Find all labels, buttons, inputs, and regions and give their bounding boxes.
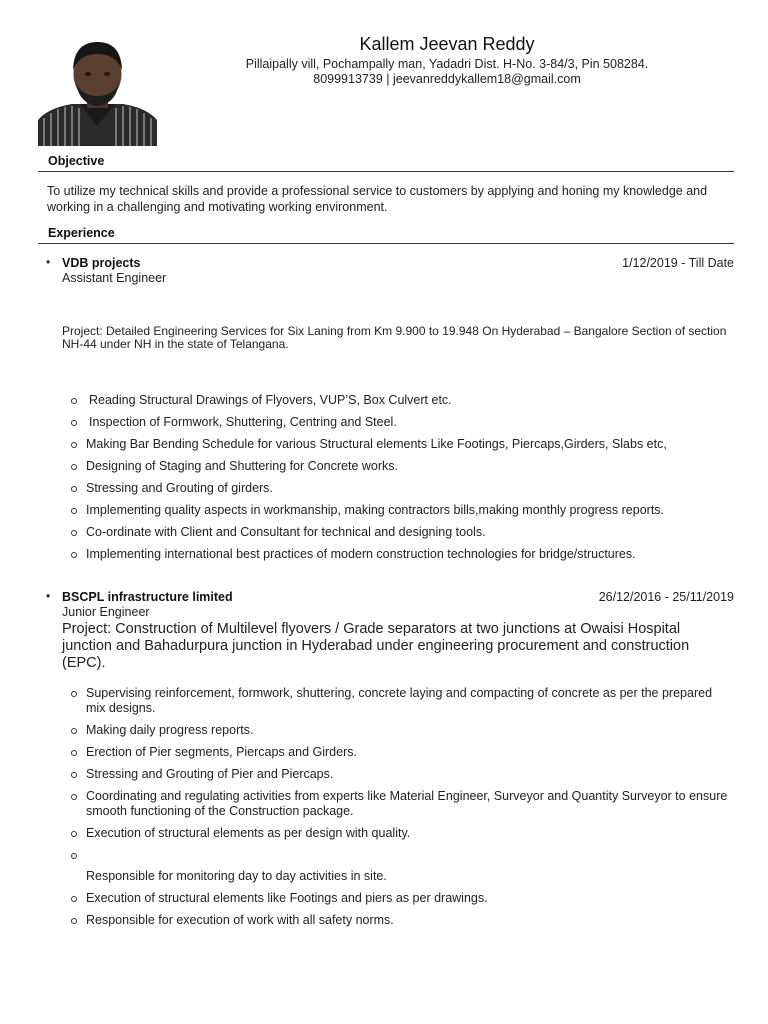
bullet-icon: •	[46, 589, 51, 603]
contact-line: 8099913739 | jeevanreddykallem18@gmail.com	[313, 72, 581, 86]
task-item: Making Bar Bending Schedule for various Structural elements Like Footings, Piercaps,Girders, Slabs etc,	[70, 437, 734, 452]
task-item: Responsible for execution of work with all safety norms.	[70, 913, 734, 928]
experience-divider	[38, 243, 734, 244]
task-item: Coordinating and regulating activities from experts like Material Engineer, Surveyor and Quantity Surveyor to ensure smooth functioning of the Construction package.	[70, 789, 734, 819]
address-line: Pillaipally vill, Pochampally man, Yadadri Dist. H-No. 3-84/3, Pin 508284.	[245, 57, 649, 71]
objective-text: To utilize my technical skills and provide a professional service to customers by applying and honing my knowledge and working in a challenging and motivating working environment.	[47, 184, 708, 214]
job-entry	[38, 590, 734, 620]
job-task-list	[70, 686, 734, 928]
experience-heading: Experience	[48, 226, 115, 240]
task-item: Implementing quality aspects in workmanship, making contractors bills,making monthly progress reports.	[70, 503, 734, 518]
task-item: Making daily progress reports.	[70, 723, 734, 738]
job-project: Project: Detailed Engineering Services for Six Laning from Km 9.900 to 19.948 On Hyderabad – Bangalore Section of section NH-44 under NH in the state of Telangana.	[62, 324, 727, 351]
profile-photo	[38, 38, 157, 146]
task-item: Erection of Pier segments, Piercaps and Girders.	[70, 745, 734, 760]
task-item: Execution of structural elements as per design with quality.	[70, 826, 734, 841]
job-date: 1/12/2019 - Till Date	[622, 256, 734, 270]
task-item: Responsible for monitoring day to day activities in site.	[86, 869, 387, 883]
task-item: Supervising reinforcement, formwork, shuttering, concrete laying and compacting of concrete as per the prepared mix designs.	[70, 686, 734, 716]
job-company: BSCPL infrastructure limited	[62, 590, 233, 604]
bullet-icon: •	[46, 255, 51, 269]
job-project: Project: Construction of Multilevel flyovers / Grade separators at two junctions at Owaisi Hospital junction and Bahadurpura junction in Hyderabad under engineering procurement and construction (EPC).	[62, 621, 690, 671]
task-item: Implementing international best practices of modern construction technologies for bridge/structures.	[70, 547, 734, 562]
job-entry	[38, 256, 734, 286]
task-item: Execution of structural elements like Footings and piers as per drawings.	[70, 891, 734, 906]
task-item: Co-ordinate with Client and Consultant for technical and designing tools.	[70, 525, 734, 540]
task-item: Reading Structural Drawings of Flyovers, VUP’S, Box Culvert etc.	[70, 393, 734, 408]
objective-divider	[38, 171, 734, 172]
job-task-list	[70, 393, 734, 562]
candidate-name: Kallem Jeevan Reddy	[359, 34, 535, 54]
task-item: Inspection of Formwork, Shuttering, Centring and Steel.	[70, 415, 734, 430]
job-date: 26/12/2016 - 25/11/2019	[598, 590, 734, 604]
task-item: Stressing and Grouting of girders.	[70, 481, 734, 496]
job-role: Assistant Engineer	[62, 271, 167, 285]
task-item-empty	[70, 848, 734, 869]
task-item: Stressing and Grouting of Pier and Piercaps.	[70, 767, 734, 782]
job-company: VDB projects	[62, 256, 141, 270]
objective-heading: Objective	[48, 154, 105, 168]
job-role: Junior Engineer	[62, 605, 150, 619]
resume-header	[160, 34, 734, 87]
task-item: Designing of Staging and Shuttering for Concrete works.	[70, 459, 734, 474]
